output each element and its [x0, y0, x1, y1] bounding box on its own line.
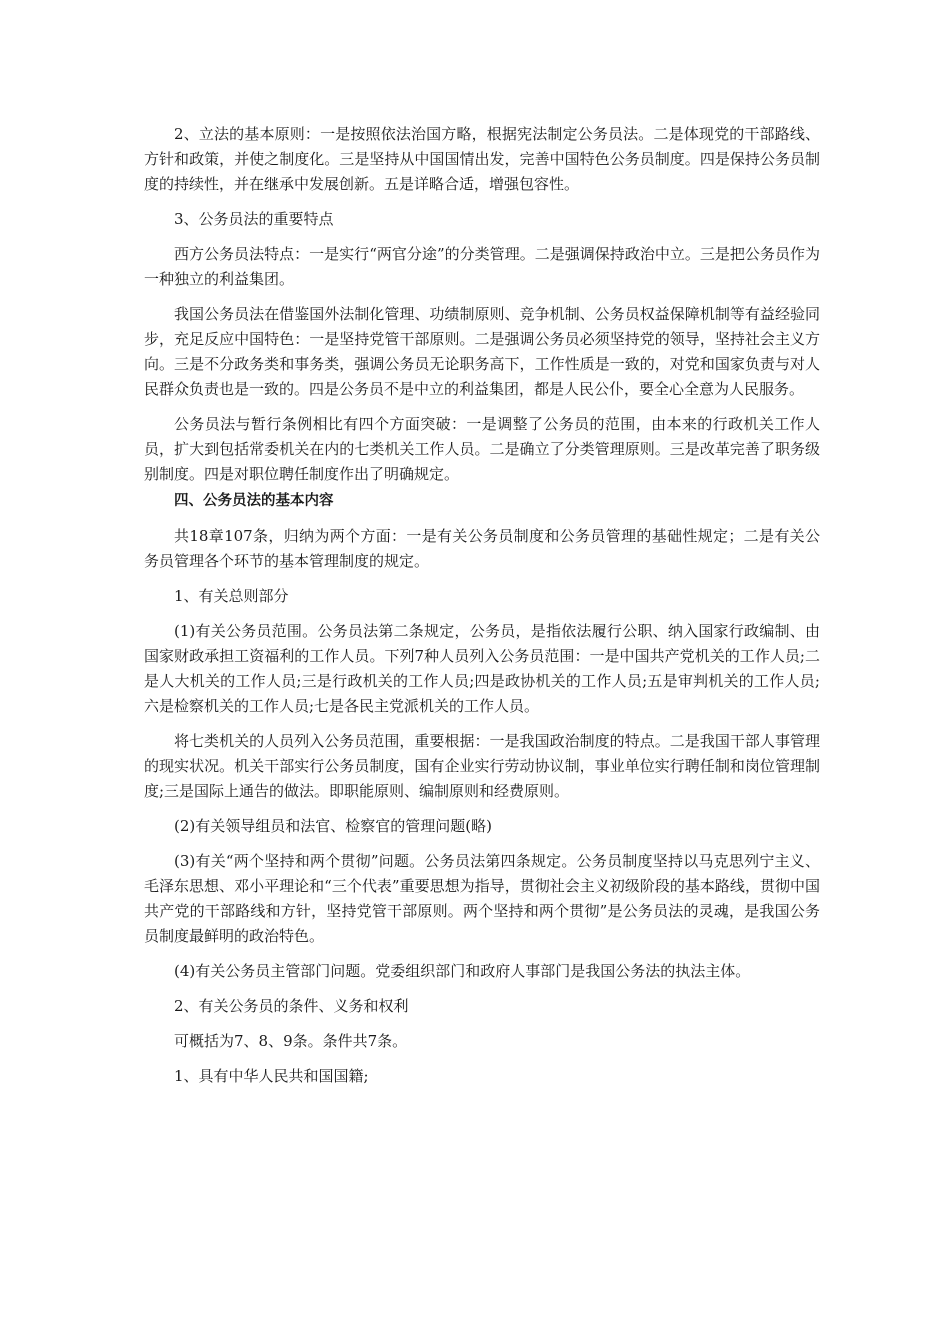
heading-conditions-duties-rights: 2、有关公务员的条件、义务和权利 [174, 997, 409, 1015]
document-body [144, 122, 820, 1099]
paragraph-two-adherences: (3)有关“两个坚持和两个贯彻”问题。公务员法第四条规定。公务员制度坚持以马克思列宁主义、毛泽东思想、邓小平理论和“三个代表”重要思想为指导，贯彻社会主义初级阶段的基本路线，贯彻中国共产党的干部路线和方针，坚持党管干部原则。两个坚持和两个贯彻”是公务员法的灵魂，是我国公务员制度最鲜明的政治特色。 [144, 852, 820, 945]
paragraph-civil-servant-scope: (1)有关公务员范围。公务员法第二条规定，公务员，是指依法履行公职、纳入国家行政编制、由国家财政承担工资福利的工作人员。下列7种人员列入公务员范围：一是中国共产党机关的工作人员;二是人大机关的工作人员;三是行政机关的工作人员;四是政协机关的工作人员;五是审判机关的工作人员;六是检察机关的工作人员;七是各民主党派机关的工作人员。 [144, 622, 820, 715]
heading-general-provisions: 1、有关总则部分 [174, 587, 289, 605]
paragraph-competent-departments: (4)有关公务员主管部门问题。党委组织部门和政府人事部门是我国公务法的执法主体。 [174, 962, 751, 980]
paragraph-leadership-management: (2)有关领导组员和法官、检察官的管理问题(略) [174, 817, 492, 835]
paragraph-western-features: 西方公务员法特点：一是实行“两官分途”的分类管理。二是强调保持政治中立。三是把公务员作为一种独立的利益集团。 [144, 245, 820, 288]
paragraph-legislative-principles: 2、立法的基本原则：一是按照依法治国方略，根据宪法制定公务员法。二是体现党的干部路线、方针和政策，并使之制度化。三是坚持从中国国情出发，完善中国特色公务员制度。四是保持公务员制度的持续性，并在继承中发展创新。五是详略合适，增强包容性。 [144, 125, 820, 193]
paragraph-chapters-summary: 共18章107条，归纳为两个方面：一是有关公务员制度和公务员管理的基础性规定；二是有关公务员管理各个环节的基本管理制度的规定。 [144, 527, 820, 570]
paragraph-china-features: 我国公务员法在借鉴国外法制化管理、功绩制原则、竞争机制、公务员权益保障机制等有益经验同步，充足反应中国特色：一是坚持党管干部原则。二是强调公务员必须坚持党的领导，坚持社会主义方向。三是不分政务类和事务类，强调公务员无论职务高下，工作性质是一致的，对党和国家负责与对人民群众负责也是一致的。四是公务员不是中立的利益集团，都是人民公仆，要全心全意为人民服务。 [144, 305, 820, 398]
list-item-nationality: 1、具有中华人民共和国国籍; [174, 1067, 369, 1085]
paragraph-conditions-summary: 可概括为7、8、9条。条件共7条。 [174, 1032, 408, 1050]
heading-important-features: 3、公务员法的重要特点 [174, 210, 334, 228]
paragraph-four-breakthroughs: 公务员法与暂行条例相比有四个方面突破：一是调整了公务员的范围，由本来的行政机关工作人员，扩大到包括常委机关在内的七类机关工作人员。二是确立了分类管理原则。三是改革完善了职务级别制度。四是对职位聘任制度作出了明确规定。 [144, 415, 820, 483]
paragraph-seven-organs-basis: 将七类机关的人员列入公务员范围，重要根据：一是我国政治制度的特点。二是我国干部人事管理的现实状况。机关干部实行公务员制度，国有企业实行劳动协议制，事业单位实行聘任制和岗位管理制度;三是国际上通告的做法。即职能原则、编制原则和经费原则。 [144, 732, 820, 800]
section-heading-basic-content: 四、公务员法的基本内容 [174, 493, 334, 509]
